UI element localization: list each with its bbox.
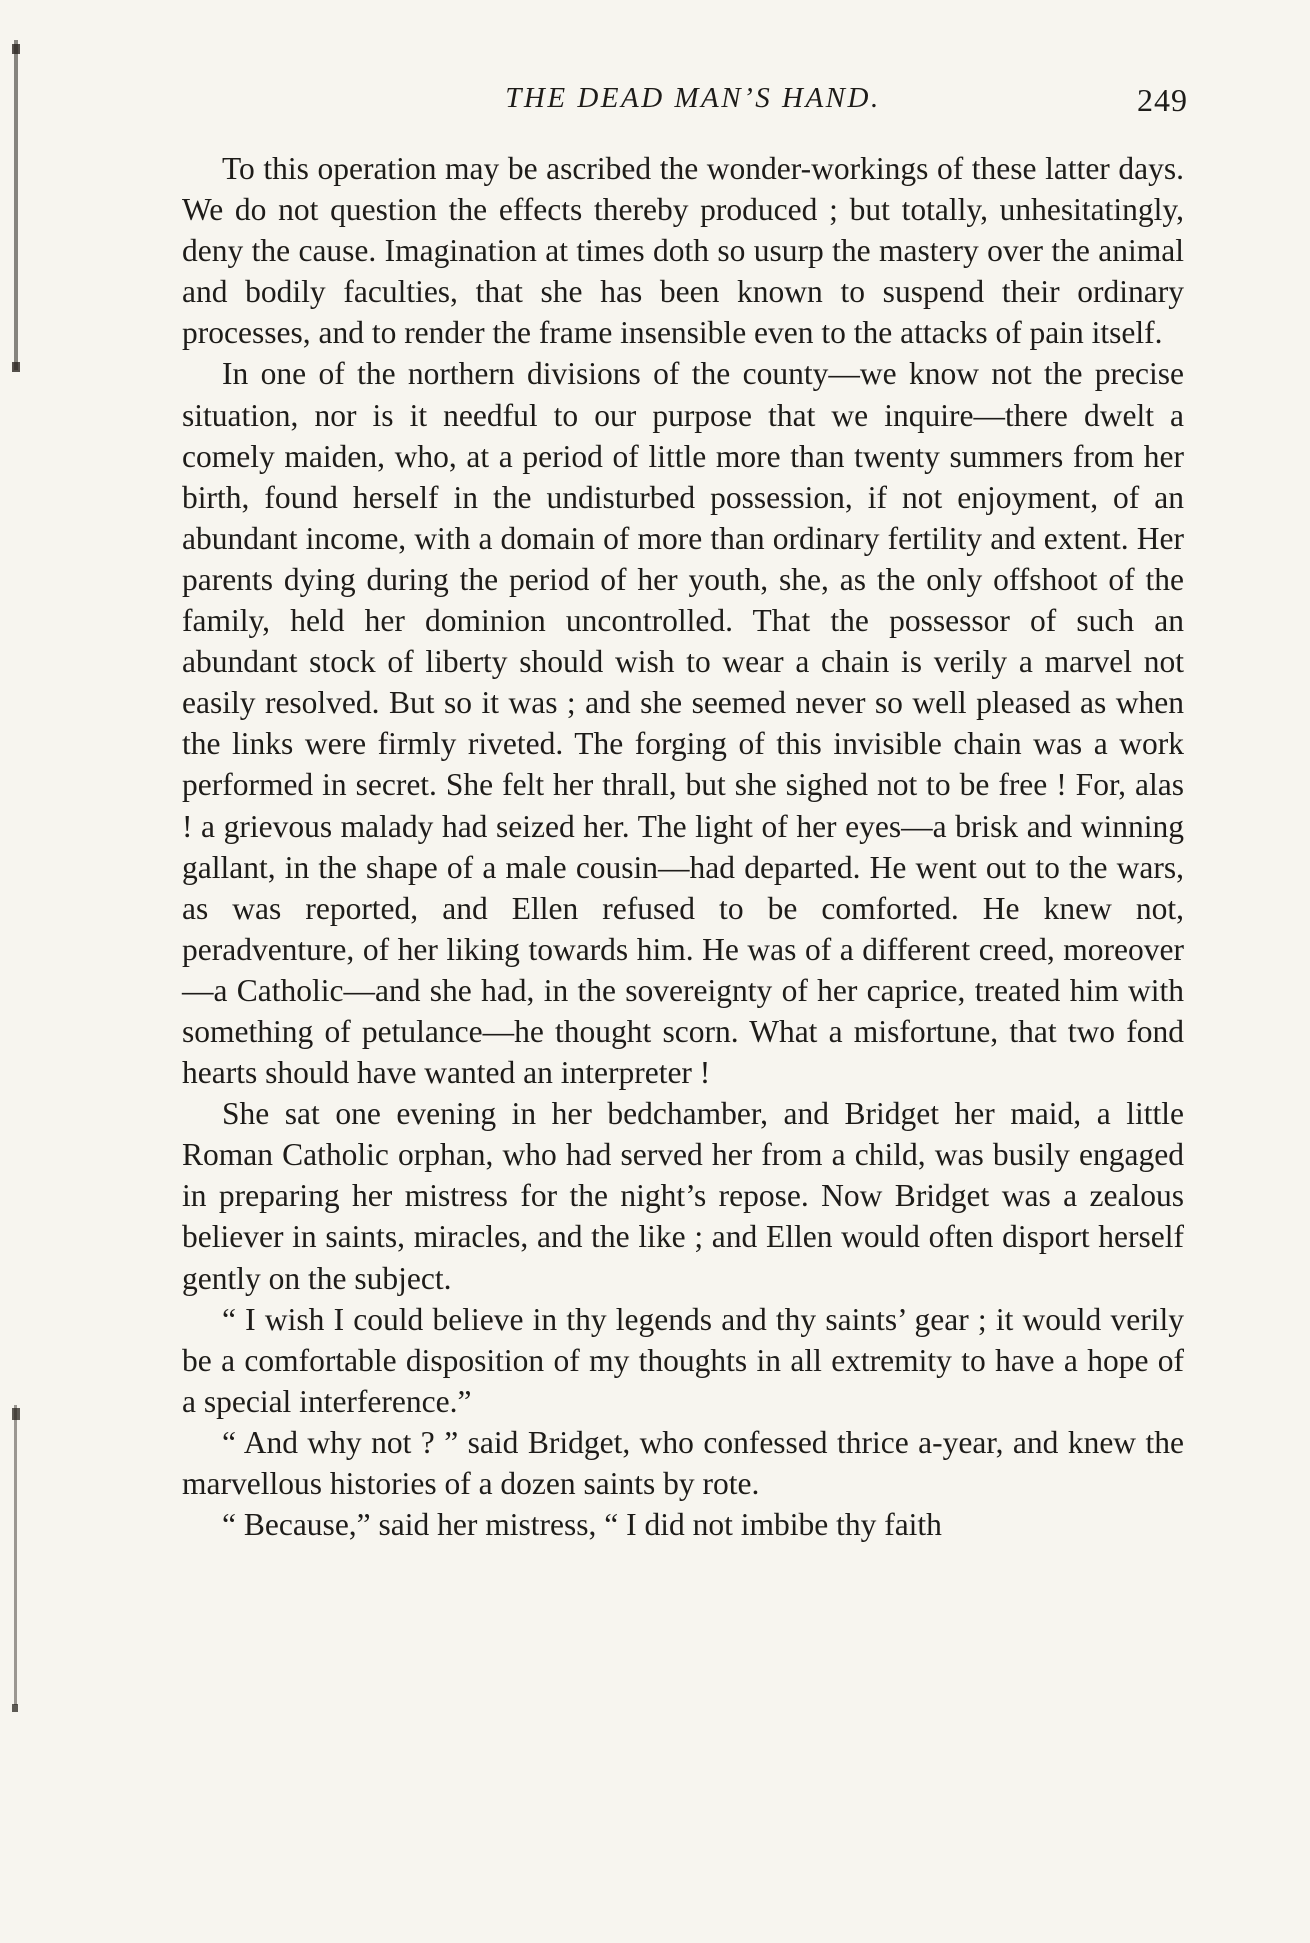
binding-edge-mark <box>12 1408 20 1420</box>
running-title: THE DEAD MAN’S HAND. <box>505 82 881 114</box>
page-number: 249 <box>1137 82 1188 118</box>
paragraph: “ I wish I could believe in thy legends and thy saints’ gear ; it would verily be a comfortable disposition of my thoughts in all extremity to have a hope of a special interference.” <box>182 1301 1184 1419</box>
paragraph: To this operation may be ascribed the wonder-workings of these latter days. We do not question the effects thereby produced ; but totally, unhesitatingly, deny the cause. Imagination at times doth so usurp the mastery over the animal and bodily faculties, that she has been known to suspend their ordinary processes, and to render the frame insensible even to the attacks of pain itself. <box>182 151 1184 351</box>
page-header <box>198 82 1188 132</box>
paragraph: “ And why not ? ” said Bridget, who confessed thrice a-year, and knew the marvellous histories of a dozen saints by rote. <box>182 1424 1184 1501</box>
body-text <box>182 148 1184 1545</box>
binding-edge-mark <box>12 1704 18 1712</box>
paragraph: She sat one evening in her bedchamber, and Bridget her maid, a little Roman Catholic orphan, who had served her from a child, was busily engaged in preparing her mistress for the night’s repose. Now Bridget was a zealous believer in saints, miracles, and the like ; and Ellen would often disport herself gently on the subject. <box>182 1096 1184 1296</box>
paragraph: “ Because,” said her mistress, “ I did not imbibe thy faith <box>222 1507 942 1543</box>
binding-edge-mark <box>14 40 18 370</box>
binding-edge-mark <box>14 1405 17 1705</box>
binding-edge-mark <box>12 362 20 372</box>
binding-edge-mark <box>12 44 20 54</box>
paragraph: In one of the northern divisions of the county—we know not the precise situation, nor is it needful to our purpose that we inquire—there dwelt a comely maiden, who, at a period of little more than twenty summers from her birth, found herself in the undisturbed possession, if not enjoyment, of an abundant income, with a domain of more than ordinary fertility and extent. Her parents dying during the period of her youth, she, as the only offshoot of the family, held her dominion uncontrolled. That the possessor of such an abundant stock of liberty should wish to wear a chain is verily a marvel not easily resolved. But so it was ; and she seemed never so well pleased as when the links were firmly riveted. The forging of this invisible chain was a work performed in secret. She felt her thrall, but she sighed not to be free ! For, alas ! a grievous malady had seized her. The light of her eyes—a brisk and winning gallant, in the shape of a male cousin—had departed. He went out to the wars, as was reported, and Ellen refused to be comforted. He knew not, peradventure, of her liking towards him. He was of a different creed, moreover—a Catholic—and she had, in the sovereignty of her caprice, treated him with something of petulance—he thought scorn. What a misfortune, that two fond hearts should have wanted an interpreter ! <box>182 356 1184 1091</box>
